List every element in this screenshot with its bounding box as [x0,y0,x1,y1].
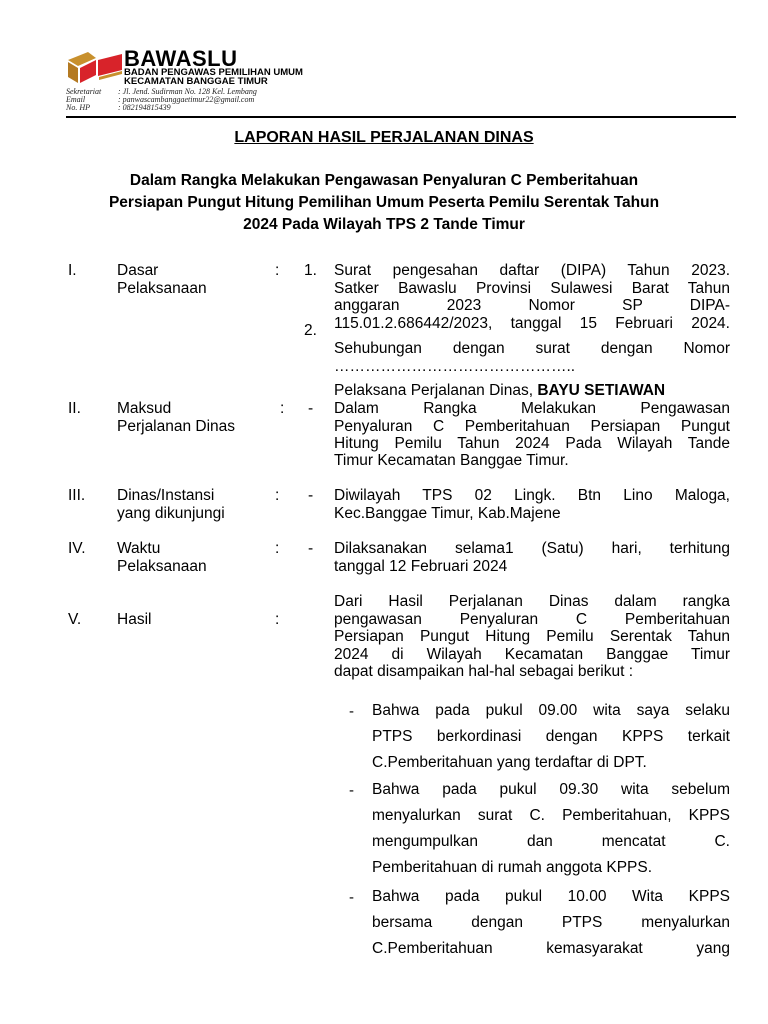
document-title: LAPORAN HASIL PERJALANAN DINAS [234,129,534,146]
section-text: dapat disampaikan hal-hal sebagai berikut : [334,663,633,680]
item-number: 2. [304,322,317,339]
bullet-item: Bahwa pada pukul 09.30 wita sebelum menyalurkan surat C. Pemberitahuan, KPPS mengumpulkan dan mencatat C. Pemberitahuan di rumah anggota KPPS. [372,781,730,876]
section-text: Dalam Rangka Melakukan Pengawasan Penyaluran C Pemberitahuan Persiapan Pungut Hitung Pemilu Tahun 2024 Pada Wilayah Tande [334,400,730,452]
brand-name: BAWASLU [124,46,238,71]
section-label: Hasil [117,611,152,628]
section-dash: - [308,540,314,557]
section-number: V. [68,611,82,628]
section-number: I. [68,262,77,279]
bawaslu-logo [66,50,124,84]
section-colon: : [275,611,280,628]
org-name-line2: KECAMATAN BANGGAE TIMUR [124,76,268,87]
section-colon: : [275,262,280,279]
section-text: Kec.Banggae Timur, Kab.Majene [334,505,561,522]
contact-email: Email : panwascambanggaetimur22@gmail.com [66,95,255,104]
section-number: II. [68,400,81,417]
section-text: Dari Hasil Perjalanan Dinas dalam rangka pengawasan Penyaluran C Pemberitahuan Persiapan Pungut Hitung Pemilu Serentak Tahun 2024 di Wilayah Kecamatan Banggae Timur [334,593,730,663]
bullet-item: Bahwa pada pukul 09.00 wita saya selaku PTPS berkordinasi dengan KPPS terkait C.Pemberitahuan yang terdaftar di DPT. [372,702,730,771]
contact-address: Sekretariat : Jl. Jend. Sudirman No. 128 Kel. Lembang [66,87,257,96]
bullet-marker: - [349,889,354,906]
section-number: III. [68,487,86,504]
section-colon: : [275,487,280,504]
executor-line: Pelaksana Perjalanan Dinas, BAYU SETIAWAN [334,382,666,399]
bullet-item: Bahwa pada pukul 10.00 Wita KPPS bersama dengan PTPS menyalurkan C.Pemberitahuan kemasyarakat yang [372,888,730,957]
section-colon: : [275,540,280,557]
section-text: Surat pengesahan daftar (DIPA) Tahun 2023. Satker Bawaslu Provinsi Sulawesi Barat Tahun anggaran 2023 Nomor SP DIPA- 115.01.2.686442/2023, tanggal 15 Februari 2024. [334,262,730,332]
section-text: ……………………………………….. [334,358,576,375]
section-text: tanggal 12 Februari 2024 [334,558,508,575]
bullet-marker: - [349,782,354,799]
section-label: Dinas/Instansi yang dikunjungi [117,487,225,522]
section-dash: - [308,487,314,504]
section-text: Diwilayah TPS 02 Lingk. Btn Lino Maloga, [334,487,730,504]
letterhead-divider [66,116,736,118]
section-text: Dilaksanakan selama1 (Satu) hari, terhitung [334,540,730,557]
org-name-line1: BADAN PENGAWAS PEMILIHAN UMUM [124,67,303,78]
document-subtitle: Dalam Rangka Melakukan Pengawasan Penyaluran C Pemberitahuan Persiapan Pungut Hitung Pemilihan Umum Peserta Pemilu Serentak Tahun 2024 Pada Wilayah TPS 2 Tande Timur [108,172,660,233]
bullet-marker: - [349,703,354,720]
section-colon: : [280,400,285,417]
section-text: Sehubungan dengan surat dengan Nomor [334,340,730,357]
contact-phone: No. HP : 082194815439 [66,103,171,112]
section-label: Waktu Pelaksanaan [117,540,207,575]
section-text: Timur Kecamatan Banggae Timur. [334,452,569,469]
section-label: Dasar Pelaksanaan [117,262,207,297]
item-number: 1. [304,262,317,279]
section-label: Maksud Perjalanan Dinas [117,400,236,435]
section-dash: - [308,400,314,417]
section-number: IV. [68,540,86,557]
